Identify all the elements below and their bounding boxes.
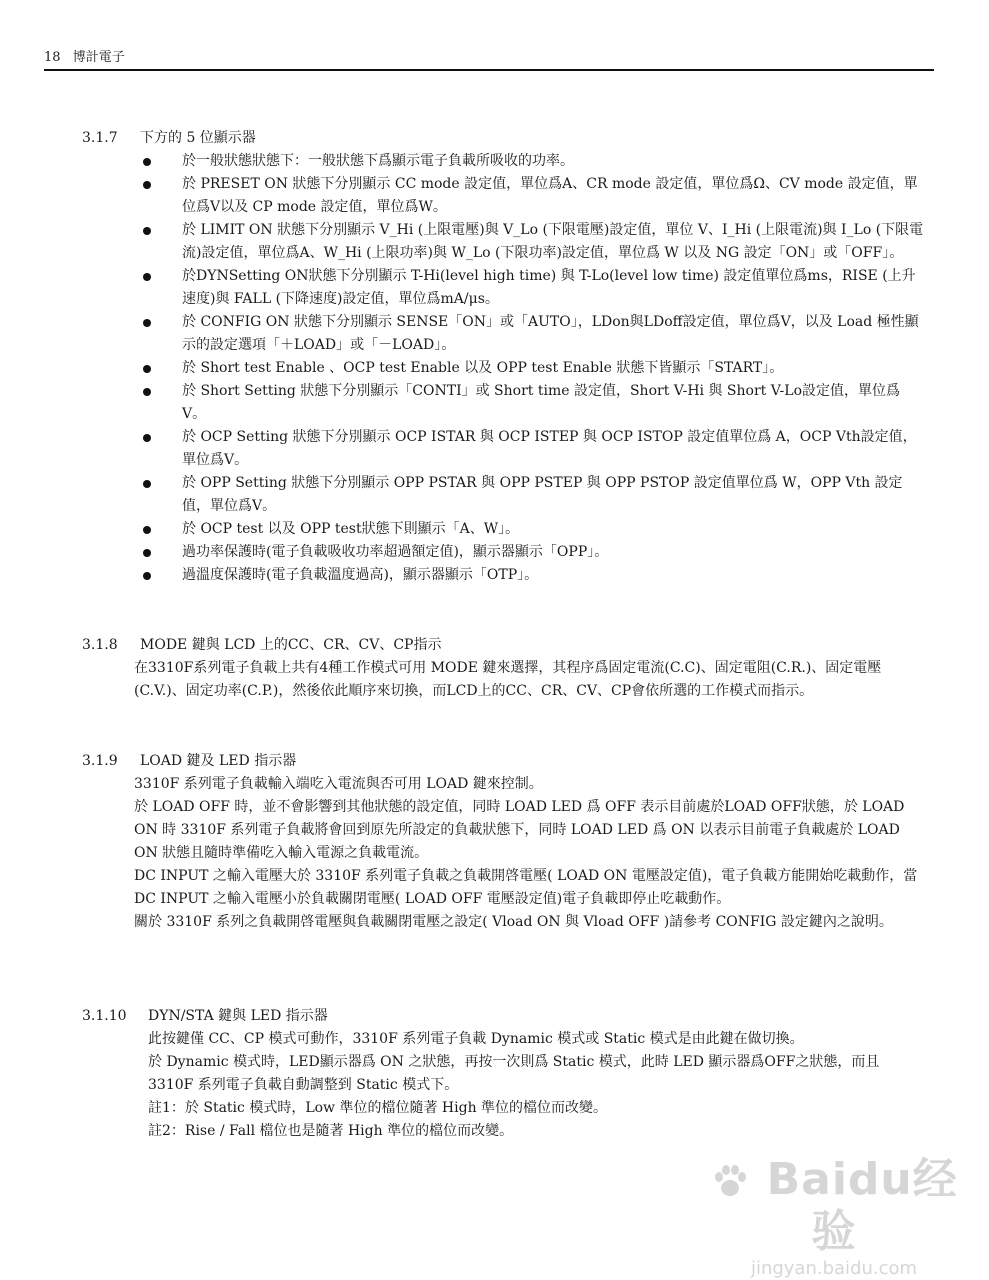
watermark-logo <box>709 1154 959 1258</box>
list-item: 於 OPP Setting 狀態下分別顯示 OPP PSTAR 與 OPP PSTEP 與 OPP PSTOP 設定值單位爲 W，OPP Vth 設定值，單位爲V。 <box>82 472 924 518</box>
paragraph: 註2：Rise / Fall 檔位也是隨著 High 準位的檔位而改變。 <box>148 1123 514 1139</box>
paragraph: 3310F 系列電子負載輸入端吃入電流與否可用 LOAD 鍵來控制。 <box>134 776 543 792</box>
section-heading <box>82 1005 924 1028</box>
watermark-logo-text: Baidu经验 <box>766 1154 958 1257</box>
page-number: 18 <box>44 50 61 65</box>
paragraph: 此按鍵僅 CC、CP 模式可動作，3310F 系列電子負載 Dynamic 模式或 Static 模式是由此鍵在做切換。 <box>148 1031 804 1047</box>
list-item: 於 PRESET ON 狀態下分別顯示 CC mode 設定值，單位爲A、CR mode 設定值，單位爲Ω、CV mode 設定值，單位爲V以及 CP mode 設定值，單位爲W。 <box>82 173 924 219</box>
paragraph: 在3310F系列電子負載上共有4種工作模式可用 MODE 鍵來選擇，其程序爲固定電流(C.C)、固定電阻(C.R.)、固定電壓(C.V.)、固定功率(C.P.)，然後依此順序來切換，而LCD上的CC、CR、CV、CP會依所選的工作模式而指示。 <box>134 660 882 699</box>
list-item: 於 LIMIT ON 狀態下分別顯示 V_Hi (上限電壓)與 V_Lo (下限電壓)設定值，單位 V、I_Hi (上限電流)與 I_Lo (下限電流)設定值，單位爲A、W_Hi (上限功率)與 W_Lo (下限功率)設定值，單位爲 W 以及 NG 設定「ON」或「OFF」。 <box>82 219 924 265</box>
paragraph: DC INPUT 之輸入電壓大於 3310F 系列電子負載之負載開啓電壓( LOAD ON 電壓設定值)，電子負載方能開始吃載動作，當 DC INPUT 之輸入電壓小於負載關閉電壓( LOAD OFF 電壓設定值)電子負載即停止吃載動作。 <box>134 868 918 907</box>
list-item: 於 OCP Setting 狀態下分別顯示 OCP ISTAR 與 OCP ISTEP 與 OCP ISTOP 設定值單位爲 A，OCP Vth設定值，單位爲V。 <box>82 426 924 472</box>
section-body <box>82 773 924 934</box>
section-body <box>82 657 924 703</box>
section-title: LOAD 鍵及 LED 指示器 <box>140 753 297 769</box>
watermark-url: jingyan.baidu.com <box>750 1258 918 1279</box>
list-item: 過功率保護時(電子負載吸收功率超過額定值)，顯示器顯示「OPP」。 <box>82 541 924 564</box>
list-item: 於 Short Setting 狀態下分別顯示「CONTI」或 Short time 設定值，Short V-Hi 與 Short V-Lo設定值，單位爲V。 <box>82 380 924 426</box>
paragraph: 關於 3310F 系列之負載開啓電壓與負載關閉電壓之設定( Vload ON 與 Vload OFF )請參考 CONFIG 設定鍵內之說明。 <box>134 914 893 930</box>
section-heading <box>82 634 924 657</box>
page-header <box>44 47 934 71</box>
section-body <box>82 1028 924 1143</box>
list-item: 於 Short test Enable 、OCP test Enable 以及 OPP test Enable 狀態下皆顯示「START」。 <box>82 357 924 380</box>
paragraph: 於 Dynamic 模式時，LED顯示器爲 ON 之狀態，再按一次則爲 Static 模式，此時 LED 顯示器爲OFF之狀態，而且 3310F 系列電子負載自動調整到 Static 模式下。 <box>148 1054 880 1093</box>
bullet-list <box>82 150 924 587</box>
paragraph: 註1：於 Static 模式時，Low 準位的檔位隨著 High 準位的檔位而改變。 <box>148 1100 608 1116</box>
section-number: 3.1.8 <box>82 637 118 653</box>
list-item: 於 OCP test 以及 OPP test狀態下則顯示「A、W」。 <box>82 518 924 541</box>
section-3-1-8 <box>82 634 924 703</box>
section-3-1-10 <box>82 1005 924 1143</box>
section-3-1-9 <box>82 750 924 934</box>
section-number: 3.1.10 <box>82 1008 127 1024</box>
section-number: 3.1.7 <box>82 130 118 146</box>
section-title: 下方的 5 位顯示器 <box>140 130 256 146</box>
publisher-name: 博計電子 <box>72 50 125 65</box>
list-item: 於 CONFIG ON 狀態下分別顯示 SENSE「ON」或「AUTO」，LDon與LDoff設定值，單位爲V，以及 Load 極性顯示的設定選項「＋LOAD」或「－LOAD」。 <box>82 311 924 357</box>
baidu-watermark <box>709 1154 959 1279</box>
section-number: 3.1.9 <box>82 753 118 769</box>
section-title: DYN/STA 鍵與 LED 指示器 <box>148 1008 328 1024</box>
section-title: MODE 鍵與 LCD 上的CC、CR、CV、CP指示 <box>140 637 442 653</box>
section-heading <box>82 750 924 773</box>
paw-icon <box>710 1162 750 1202</box>
list-item: 於DYNSetting ON狀態下分別顯示 T-Hi(level high time) 與 T-Lo(level low time) 設定值單位爲ms，RISE (上升速度)與 FALL (下降速度)設定值，單位爲mA/μs。 <box>82 265 924 311</box>
section-3-1-7 <box>82 127 924 587</box>
section-heading <box>82 127 924 150</box>
list-item: 過溫度保護時(電子負載溫度過高)，顯示器顯示「OTP」。 <box>82 564 924 587</box>
list-item: 於一般狀態狀態下：一般狀態下爲顯示電子負載所吸收的功率。 <box>82 150 924 173</box>
paragraph: 於 LOAD OFF 時，並不會影響到其他狀態的設定值，同時 LOAD LED 爲 OFF 表示目前處於LOAD OFF狀態，於 LOAD ON 時 3310F 系列電子負載將會回到原先所設定的負載狀態下，同時 LOAD LED 爲 ON 以表示目前電子負載處於 LOAD ON 狀態且隨時準備吃入輸入電源之負載電流。 <box>134 799 905 861</box>
